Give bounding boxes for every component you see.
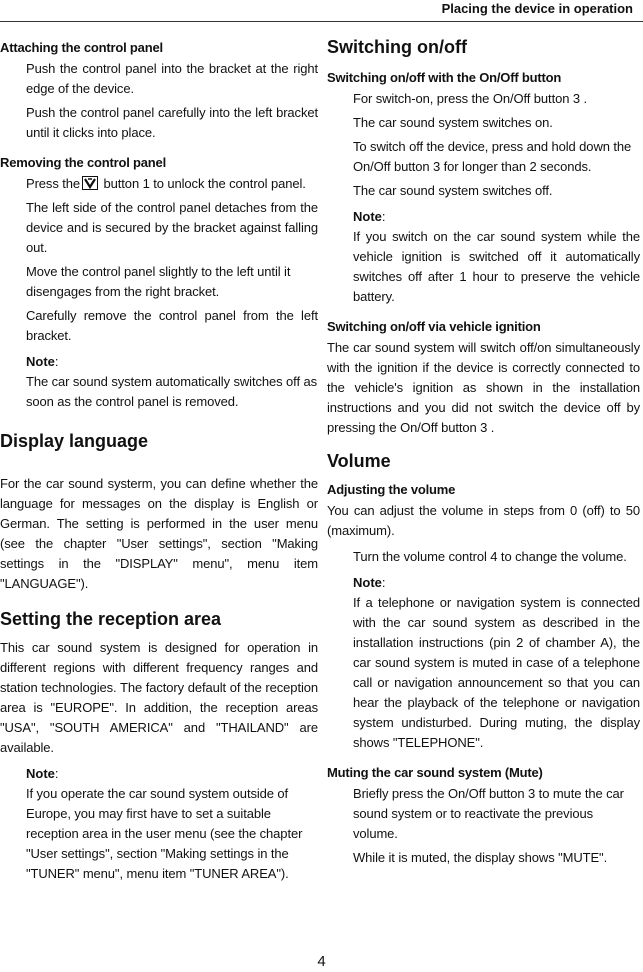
volume-note-text: If a telephone or navigation system is connected with the car sound system as described in the installation instructions (pin 2 of chamber A), the car sound system is muted in case of a telephone call or navigation announcement so that you can hear the playback of the telephone or navigation system undisturbed. During muting, the display shows "TELEPHONE". bbox=[353, 595, 640, 750]
removing-step-2: The left side of the control panel detaches from the device and is secured by the bracket against falling out. bbox=[26, 200, 318, 255]
removing-step-1-before: Press the bbox=[26, 176, 81, 191]
removing-step-1-after: button 1 to unlock the control panel. bbox=[100, 176, 306, 191]
reception-note-label-text: Note bbox=[26, 766, 55, 781]
volume-heading: Volume bbox=[327, 451, 391, 471]
attaching-heading: Attaching the control panel bbox=[0, 40, 163, 55]
switching-step-2: The car sound system switches on. bbox=[353, 115, 553, 130]
attaching-step-1: Push the control panel into the bracket at the right edge of the device. bbox=[26, 61, 318, 96]
removing-note-text: The car sound system automatically switches off as soon as the control panel is removed. bbox=[26, 374, 317, 409]
reception-note-label: Note: bbox=[26, 766, 59, 781]
removing-step-4: Carefully remove the control panel from the left bracket. bbox=[26, 308, 318, 343]
removing-heading: Removing the control panel bbox=[0, 155, 166, 170]
left-column bbox=[0, 36, 318, 888]
switching-note-label: Note: bbox=[353, 209, 386, 224]
volume-note-label-text: Note bbox=[353, 575, 382, 590]
display-language-text: For the car sound systerm, you can define whether the language for messages on the display is English or German. The setting is performed in the user menu (see the chapter "User settings", section "Making settings in the "DISPLAY" menu", menu item "LANGUAGE"). bbox=[0, 476, 318, 591]
removing-note-label-text: Note bbox=[26, 354, 55, 369]
removing-note-label: Note: bbox=[26, 354, 59, 369]
reception-area-text: This car sound system is designed for operation in different regions with different frequency ranges and station technologies. The factory default of the reception area is "EUROPE". In addition, the reception areas "USA", "SOUTH AMERICA" and "THAILAND" are available. bbox=[0, 640, 318, 755]
adjusting-volume-step: Turn the volume control 4 to change the volume. bbox=[353, 549, 627, 564]
switching-step-4: The car sound system switches off. bbox=[353, 183, 553, 198]
adjusting-volume-heading: Adjusting the volume bbox=[327, 482, 456, 497]
right-column bbox=[327, 36, 640, 872]
switching-step-3: To switch off the device, press and hold down the On/Off button 3 for longer than 2 seconds. bbox=[353, 139, 632, 174]
adjusting-volume-text: You can adjust the volume in steps from 0 (off) to 50 (maximum). bbox=[327, 503, 640, 538]
switching-step-1: For switch-on, press the On/Off button 3 . bbox=[353, 91, 588, 106]
switching-note-label-text: Note bbox=[353, 209, 382, 224]
muting-heading: Muting the car sound system (Mute) bbox=[327, 765, 543, 780]
volume-note-label: Note: bbox=[353, 575, 386, 590]
header-divider bbox=[0, 21, 643, 22]
page-number: 4 bbox=[317, 953, 326, 970]
page-header-title: Placing the device in operation bbox=[441, 1, 633, 16]
switching-button-heading: Switching on/off with the On/Off button bbox=[327, 70, 562, 85]
ignition-text: The car sound system will switch off/on simultaneously with the ignition if the device is correctly connected to the vehicle's ignition as shown in the installation instructions and you did not switch the device off by pressing the On/Off button 3 . bbox=[327, 340, 640, 435]
attaching-step-2: Push the control panel carefully into the left bracket until it clicks into place. bbox=[26, 105, 318, 140]
switching-note-text: If you switch on the car sound system while the vehicle ignition is switched off it automatically switches off after 1 hour to preserve the vehicle battery. bbox=[353, 229, 640, 304]
removing-step-1 bbox=[26, 174, 318, 194]
reception-note-text: If you operate the car sound system outside of Europe, you may first have to set a suitable reception area in the user menu (see the chapter "User settings", section "Making settings in the "TUNER" menu", menu item "TUNER AREA"). bbox=[26, 786, 303, 881]
removing-step-3: Move the control panel slightly to the left until it disengages from the right bracket. bbox=[26, 264, 291, 299]
release-button-icon bbox=[82, 176, 98, 190]
ignition-heading: Switching on/off via vehicle ignition bbox=[327, 319, 541, 334]
switching-heading: Switching on/off bbox=[327, 37, 467, 57]
display-language-heading: Display language bbox=[0, 431, 149, 451]
reception-area-heading: Setting the reception area bbox=[0, 609, 222, 629]
muting-step-2: While it is muted, the display shows "MUTE". bbox=[353, 850, 608, 865]
muting-step-1: Briefly press the On/Off button 3 to mute the car sound system or to reactivate the previous volume. bbox=[353, 786, 624, 841]
